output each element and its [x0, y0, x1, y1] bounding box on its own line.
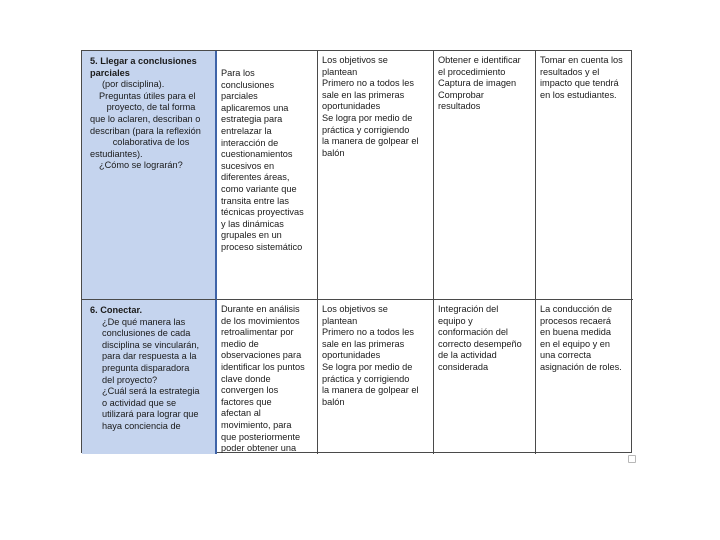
row-5-title: 5. Llegar a conclusiones parciales — [90, 56, 197, 78]
row-5-line: proyecto, de tal forma — [106, 102, 196, 113]
row-5-line: ¿Cómo se lograrán? — [99, 160, 183, 171]
row-6-line: pregunta disparadora — [102, 362, 190, 373]
row-6-title: 6. Conectar. — [90, 305, 143, 315]
page-corner-mark — [628, 455, 636, 463]
row-6-line: ¿Cuál será la estrategia — [102, 386, 200, 397]
row-6-header-cell — [82, 300, 217, 454]
row-6-line: ¿De qué manera las — [102, 316, 186, 327]
row-5-line: que lo aclaren, describan o — [90, 113, 201, 124]
row-5-objectives-cell: Los objetivos se plantean Primero no a todos les sale en las primeras oportunidades Se logra por medio de práctica y corrigiendo la manera de golpear el balón — [318, 51, 434, 300]
row-6-line: del proyecto? — [102, 374, 158, 385]
row-6-line: conclusiones de cada — [102, 328, 191, 339]
row-5-strategy-cell: Para los conclusiones parciales aplicaremos una estrategia para entrelazar la interacción de cuestionamientos sucesivos en diferentes áreas, como variante que transita entre las técnicas proyectivas y las dinámicas grupales en un proceso sistemático — [217, 51, 318, 300]
row-5-line: colaborativa de los — [112, 137, 190, 148]
row-6-impact-cell: La conducción de procesos recaerá en buena medida en el equipo y en una correcta asignación de roles. — [540, 304, 622, 372]
row-6-line: para dar respuesta a la — [102, 351, 197, 362]
row-5-procedure-cell: Obtener e identificar el procedimiento Captura de imagen Comprobar resultados — [434, 51, 536, 300]
row-5-impact-cell: Tomar en cuenta los resultados y el impacto que tendrá en los estudiantes. — [536, 51, 633, 300]
row-6-line: haya conciencia de — [102, 420, 181, 431]
row-5-line: estudiantes). — [90, 148, 143, 159]
row-6-strategy-cell: Durante en análisis de los movimientos retroalimentar por medio de observaciones para identificar los puntos clave donde convergen los factores que afectan al movimiento, para que posteriormente poder obtener una — [217, 300, 318, 454]
planning-table — [81, 50, 632, 453]
row-5-line: (por disciplina). — [102, 79, 165, 90]
row-5-line: Preguntas útiles para el — [99, 90, 196, 101]
row-6-line: o actividad que se — [102, 397, 177, 408]
row-6-line: utilizará para lograr que — [102, 409, 199, 420]
row-6-line: disciplina se vincularán, — [102, 339, 200, 350]
row-5-header-cell — [82, 51, 217, 300]
row-6-procedure-cell: Integración del equipo y conformación del correcto desempeño de la actividad considerada — [434, 300, 536, 454]
row-5-line: describan (para la reflexión — [90, 125, 201, 136]
row-6-objectives-cell: Los objetivos se plantean Primero no a todos les sale en las primeras oportunidades Se logra por medio de práctica y corrigiendo la manera de golpear el balón — [318, 300, 434, 454]
